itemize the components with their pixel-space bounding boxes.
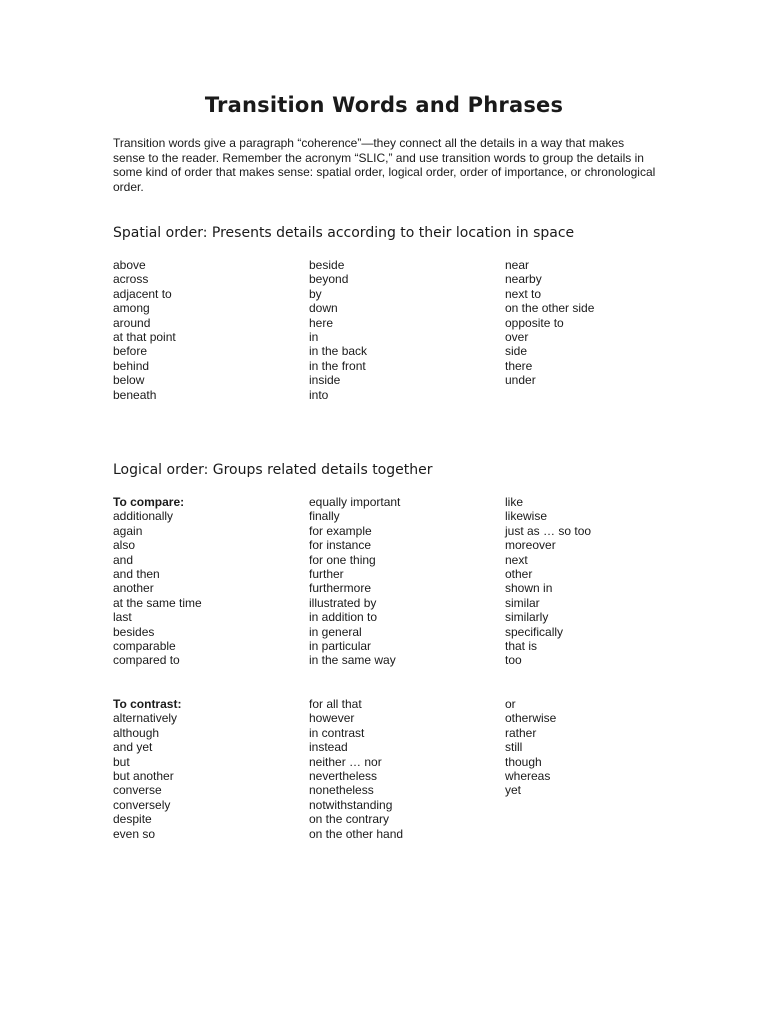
transition-word: likewise xyxy=(505,509,548,524)
transition-word: around xyxy=(113,315,151,330)
transition-word: illustrated by xyxy=(309,595,377,610)
transition-word: just as … so too xyxy=(505,523,592,538)
transition-word: under xyxy=(505,373,536,388)
spatial-column-1 xyxy=(113,258,176,402)
transition-word: although xyxy=(113,725,160,740)
transition-word: instead xyxy=(309,740,348,755)
page-title: Transition Words and Phrases xyxy=(204,93,564,117)
transition-word: converse xyxy=(113,783,162,798)
transition-word: otherwise xyxy=(505,711,557,726)
transition-word: finally xyxy=(309,509,340,524)
transition-word: notwithstanding xyxy=(309,797,393,812)
transition-word: behind xyxy=(113,358,150,373)
group-label: To compare: xyxy=(113,495,185,509)
transition-word: down xyxy=(309,301,338,316)
contrast-column-2 xyxy=(309,697,403,841)
transition-word: there xyxy=(505,358,533,373)
transition-word: nonetheless xyxy=(309,783,374,798)
transition-word: again xyxy=(113,523,143,538)
transition-word: other xyxy=(505,566,533,581)
transition-word: near xyxy=(505,258,530,272)
group-label: To contrast: xyxy=(113,697,182,711)
transition-word: adjacent to xyxy=(113,286,172,301)
transition-word: on the other hand xyxy=(309,826,404,841)
spatial-order-heading: Spatial order: Presents details according to their location in space xyxy=(113,225,575,241)
transition-word: opposite to xyxy=(505,315,564,330)
transition-word: by xyxy=(309,286,322,301)
transition-word: in the back xyxy=(309,344,368,359)
transition-word: similarly xyxy=(505,610,549,625)
transition-word: still xyxy=(505,740,523,755)
transition-word: that is xyxy=(505,638,538,653)
transition-word: into xyxy=(309,387,329,402)
transition-word: comparable xyxy=(113,638,176,653)
transition-word: in general xyxy=(309,624,362,639)
transition-word: too xyxy=(505,653,522,668)
transition-word: rather xyxy=(505,725,537,740)
transition-word: even so xyxy=(113,826,156,841)
transition-word: last xyxy=(113,610,132,625)
transition-word: among xyxy=(113,301,150,316)
transition-word: moreover xyxy=(505,538,556,553)
transition-word: in contrast xyxy=(309,725,365,740)
transition-word: at that point xyxy=(113,329,176,344)
transition-word: beside xyxy=(309,258,345,272)
transition-word: specifically xyxy=(505,624,564,639)
transition-word: beneath xyxy=(113,387,157,402)
transition-word: for example xyxy=(309,523,372,538)
transition-word: over xyxy=(505,329,529,344)
transition-word: beyond xyxy=(309,272,349,287)
transition-word: above xyxy=(113,258,146,272)
transition-word: next to xyxy=(505,286,542,301)
transition-word: at the same time xyxy=(113,595,202,610)
transition-word: in xyxy=(309,329,319,344)
transition-word: before xyxy=(113,344,148,359)
transition-word: and xyxy=(113,552,134,567)
intro-paragraph: Transition words give a paragraph “coherence”—they connect all the details in a way that makes sense to the reader. Remember the acronym “SLIC,” and use transition words to group the details in some kind of order that makes sense: spatial order, logical order, order of importance, or chronological order. xyxy=(113,136,656,194)
transition-word: shown in xyxy=(505,581,553,596)
transition-word: nevertheless xyxy=(309,768,378,783)
transition-word: and yet xyxy=(113,740,153,755)
contrast-column-1 xyxy=(113,697,181,841)
transition-word: for all that xyxy=(309,697,362,711)
transition-word: in the front xyxy=(309,358,366,373)
transition-word: side xyxy=(505,344,528,359)
transition-word: here xyxy=(309,315,334,330)
transition-word: across xyxy=(113,272,149,287)
transition-word: but another xyxy=(113,768,174,783)
transition-word: though xyxy=(505,754,542,769)
transition-word: and then xyxy=(113,566,160,581)
transition-word: compared to xyxy=(113,653,180,668)
transition-word: in the same way xyxy=(309,653,396,668)
transition-word: besides xyxy=(113,624,155,639)
transition-word: similar xyxy=(505,595,540,610)
transition-word: yet xyxy=(505,783,522,798)
spatial-column-2 xyxy=(309,258,367,402)
transition-word: nearby xyxy=(505,272,542,287)
transition-word: for instance xyxy=(309,538,372,553)
transition-word: neither … nor xyxy=(309,754,382,769)
compare-column-2 xyxy=(309,495,400,668)
transition-word: furthermore xyxy=(309,581,372,596)
transition-word: below xyxy=(113,373,145,388)
transition-word: despite xyxy=(113,812,152,827)
transition-word: further xyxy=(309,566,344,581)
spatial-column-3 xyxy=(505,258,594,388)
transition-word: conversely xyxy=(113,797,171,812)
transition-word: another xyxy=(113,581,154,596)
transition-word: alternatively xyxy=(113,711,178,726)
compare-column-3 xyxy=(505,495,591,668)
transition-word: whereas xyxy=(505,768,551,783)
transition-word: in particular xyxy=(309,638,372,653)
transition-word: in addition to xyxy=(309,610,378,625)
transition-word: on the contrary xyxy=(309,812,390,827)
transition-word: or xyxy=(505,697,516,711)
transition-word: like xyxy=(505,495,524,509)
transition-word: next xyxy=(505,552,528,567)
transition-word: for one thing xyxy=(309,552,376,567)
transition-word: also xyxy=(113,538,136,553)
compare-column-1 xyxy=(113,495,202,668)
contrast-column-3 xyxy=(505,697,556,798)
logical-order-heading: Logical order: Groups related details together xyxy=(113,462,433,478)
transition-word: additionally xyxy=(113,509,174,524)
transition-word: inside xyxy=(309,373,341,388)
transition-word: but xyxy=(113,754,130,769)
transition-word: equally important xyxy=(309,495,401,509)
transition-word: however xyxy=(309,711,355,726)
transition-word: on the other side xyxy=(505,301,595,316)
